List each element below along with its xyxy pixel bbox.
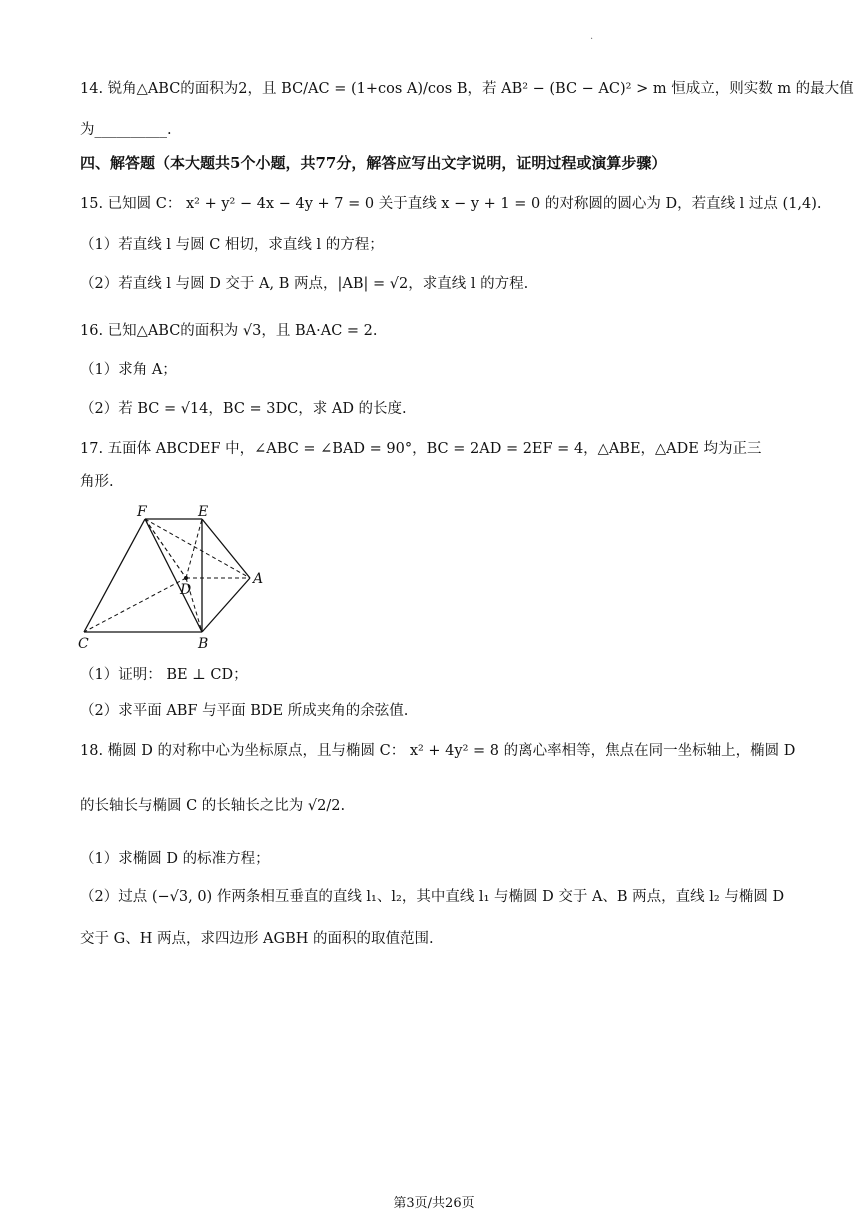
edge-ab <box>202 578 250 632</box>
q14-line-2: 为__________. <box>80 122 172 138</box>
q18-stem-1: 18. 椭圆 D 的对称中心为坐标原点，且与椭圆 C： x² + 4y² = 8 的离心率相等，焦点在同一坐标轴上，椭圆 D <box>80 743 796 759</box>
q18-part1: （1）求椭圆 D 的标准方程； <box>80 851 270 867</box>
page-footer: 第3页/共26页 <box>393 1196 475 1211</box>
label-d: D <box>180 582 192 598</box>
q15-part1: （1）若直线 l 与圆 C 相切，求直线 l 的方程； <box>80 237 384 253</box>
q17-part1: （1）证明： BE ⊥ CD； <box>80 667 248 683</box>
label-c: C <box>78 636 89 652</box>
q15-stem: 15. 已知圆 C： x² + y² − 4x − 4y + 7 = 0 关于直线 x − y + 1 = 0 的对称圆的圆心为 D，若直线 l 过点 (1,4). <box>80 196 822 212</box>
edge-ea <box>202 519 250 578</box>
edge-de <box>186 519 202 578</box>
edge-fa <box>145 519 250 578</box>
edge-fc <box>84 519 145 632</box>
q17-stem-1: 17. 五面体 ABCDEF 中，∠ABC = ∠BAD = 90°，BC = 2AD = 2EF = 4，△ABE，△ADE 均为正三 <box>80 441 762 457</box>
label-b: B <box>198 636 209 652</box>
pentahedron-figure <box>74 502 274 652</box>
q16-stem: 16. 已知△ABC的面积为 √3，且 BA·AC = 2. <box>80 323 378 339</box>
section-heading: 四、解答题（本大题共5个小题，共77分，解答应写出文字说明，证明过程或演算步骤） <box>80 154 667 172</box>
point-d <box>184 576 188 580</box>
edge-fd2 <box>145 519 186 578</box>
label-e: E <box>198 504 209 520</box>
page-dot: · <box>590 34 594 45</box>
q18-part2: （2）过点 (−√3, 0) 作两条相互垂直的直线 l₁、l₂，其中直线 l₁ 与椭圆 D 交于 A、B 两点，直线 l₂ 与椭圆 D <box>80 889 785 905</box>
label-a: A <box>253 571 264 587</box>
q16-part2: （2）若 BC = √14，BC = 3DC，求 AD 的长度. <box>80 401 407 417</box>
label-f: F <box>137 504 147 520</box>
q18-part2-cont: 交于 G、H 两点，求四边形 AGBH 的面积的取值范围. <box>80 931 434 947</box>
q18-stem-2: 的长轴长与椭圆 C 的长轴长之比为 √2/2. <box>80 798 346 814</box>
q14-line-1: 14. 锐角△ABC的面积为2，且 BC/AC = (1+cos A)/cos B，若 AB² − (BC − AC)² > m 恒成立，则实数 m 的最大值 <box>80 81 854 97</box>
q15-part2: （2）若直线 l 与圆 D 交于 A, B 两点，|AB| = √2，求直线 l 的方程. <box>80 276 529 292</box>
q16-part1: （1）求角 A； <box>80 362 177 378</box>
q17-stem-2: 角形. <box>80 474 114 490</box>
q17-part2: （2）求平面 ABF 与平面 BDE 所成夹角的余弦值. <box>80 703 409 719</box>
edge-fb <box>145 519 202 632</box>
